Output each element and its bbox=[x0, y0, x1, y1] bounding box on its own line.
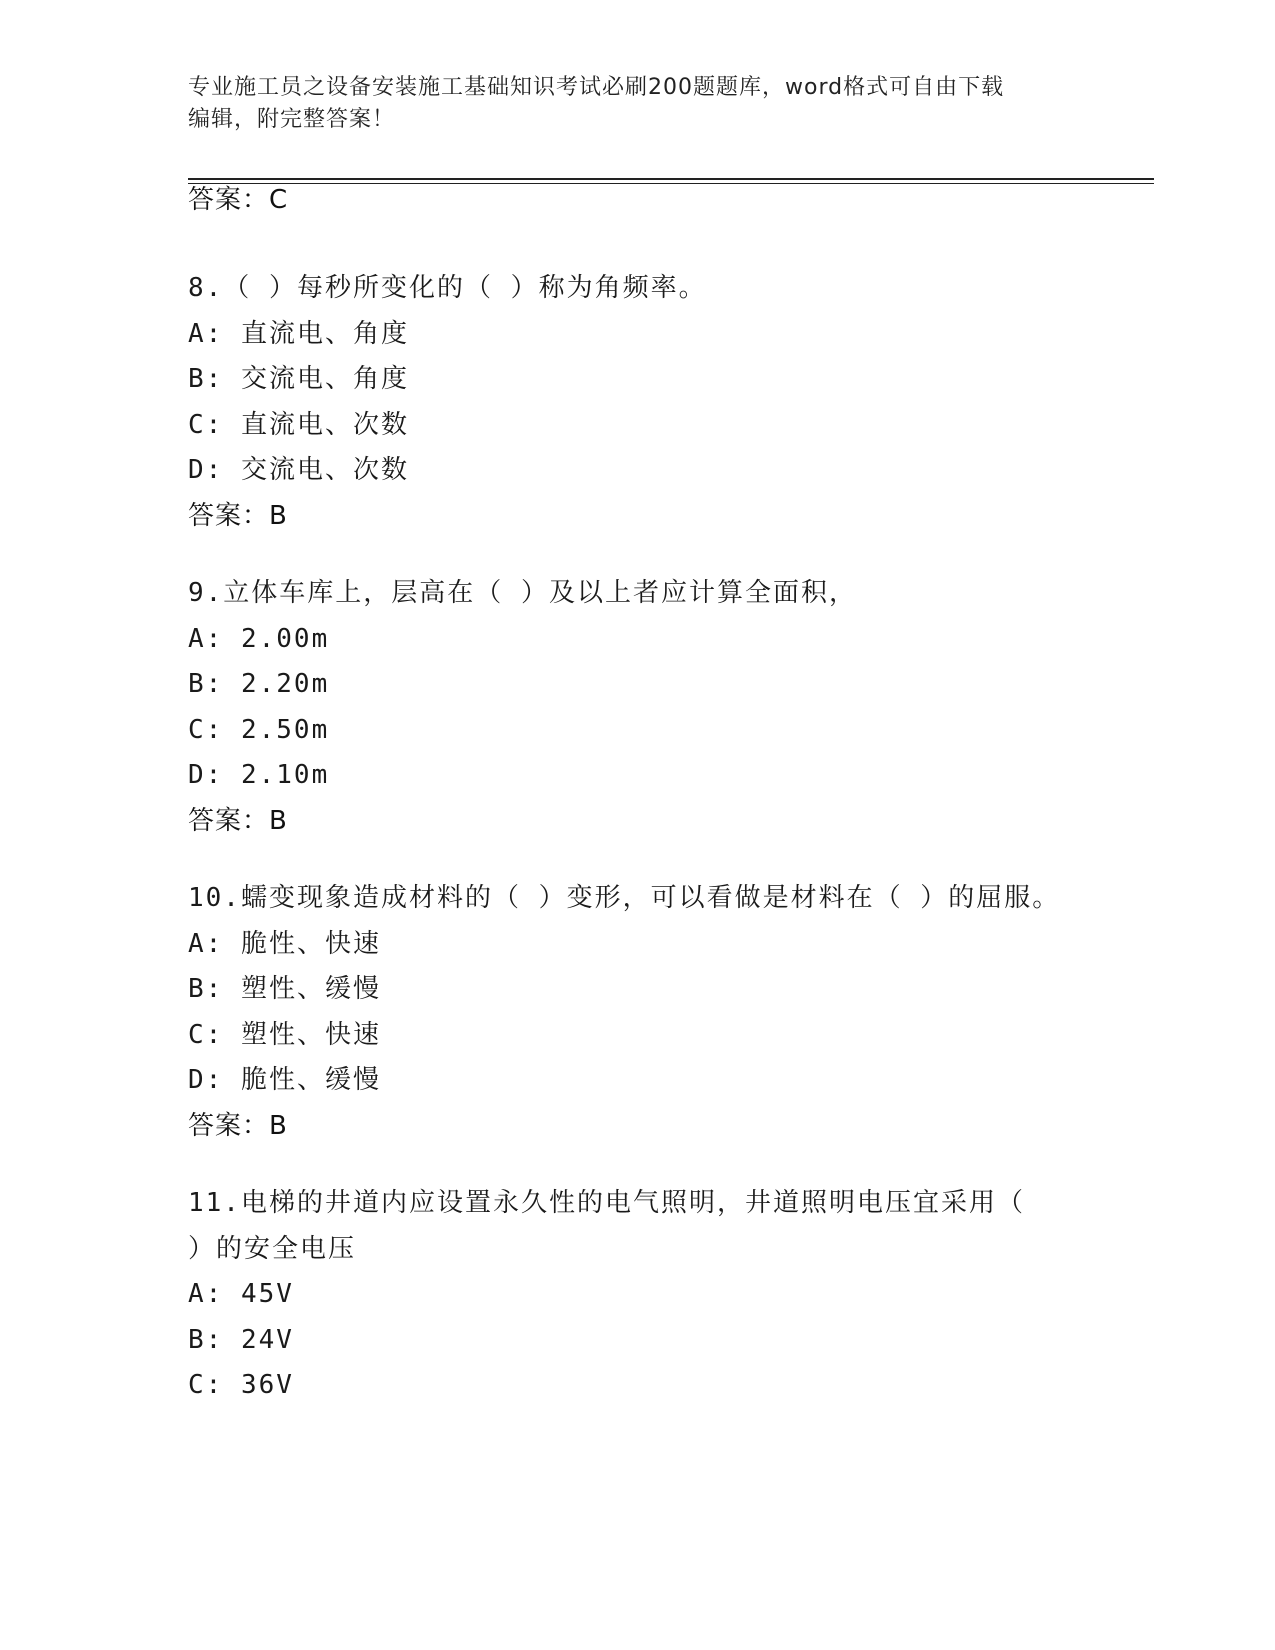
question-stem: 9.立体车库上，层高在（ ）及以上者应计算全面积， bbox=[188, 578, 857, 608]
option-a: A: 2.00m bbox=[188, 623, 330, 654]
question-10 bbox=[188, 876, 1068, 1149]
question-stem-line-2: ）的安全电压 bbox=[188, 1233, 357, 1264]
option-c: C: 塑性、快速 bbox=[188, 1019, 381, 1050]
option-c: C: 2.50m bbox=[188, 714, 330, 745]
question-9 bbox=[188, 571, 1068, 844]
option-a: A: 脆性、快速 bbox=[188, 928, 381, 959]
option-a: A: 45V bbox=[188, 1279, 294, 1309]
option-b: B: 2.20m bbox=[188, 669, 330, 699]
answer-text: 答案：B bbox=[188, 805, 288, 836]
question-11 bbox=[188, 1181, 1068, 1409]
option-a: A: 直流电、角度 bbox=[188, 318, 409, 349]
answer-text: 答案：B bbox=[188, 500, 288, 531]
question-stem: 10.蠕变现象造成材料的（ ）变形，可以看做是材料在（ ）的屈服。 bbox=[188, 883, 1061, 913]
option-d: D: 交流电、次数 bbox=[188, 455, 409, 485]
option-d: D: 2.10m bbox=[188, 760, 330, 790]
option-d: D: 脆性、缓慢 bbox=[188, 1065, 381, 1095]
option-c: C: 36V bbox=[188, 1370, 294, 1400]
answer-text: 答案：C bbox=[188, 185, 289, 215]
header-title-line-1: 专业施工员之设备安装施工基础知识考试必刷200题题库，word格式可自由下载 bbox=[188, 75, 1005, 100]
question-stem-line-1: 11.电梯的井道内应设置永久性的电气照明，井道照明电压宜采用（ bbox=[188, 1188, 1025, 1218]
option-b: B: 24V bbox=[188, 1324, 294, 1355]
question-8 bbox=[188, 266, 1068, 539]
option-c: C: 直流电、次数 bbox=[188, 409, 409, 440]
option-b: B: 塑性、缓慢 bbox=[188, 974, 381, 1004]
prev-answer-block bbox=[188, 178, 1068, 224]
header-title-line-2: 编辑，附完整答案！ bbox=[188, 107, 396, 132]
document-header bbox=[188, 72, 1068, 136]
answer-text: 答案：B bbox=[188, 1110, 288, 1141]
question-stem: 8.（ ）每秒所变化的（ ）称为角频率。 bbox=[188, 273, 707, 303]
option-b: B: 交流电、角度 bbox=[188, 364, 409, 394]
